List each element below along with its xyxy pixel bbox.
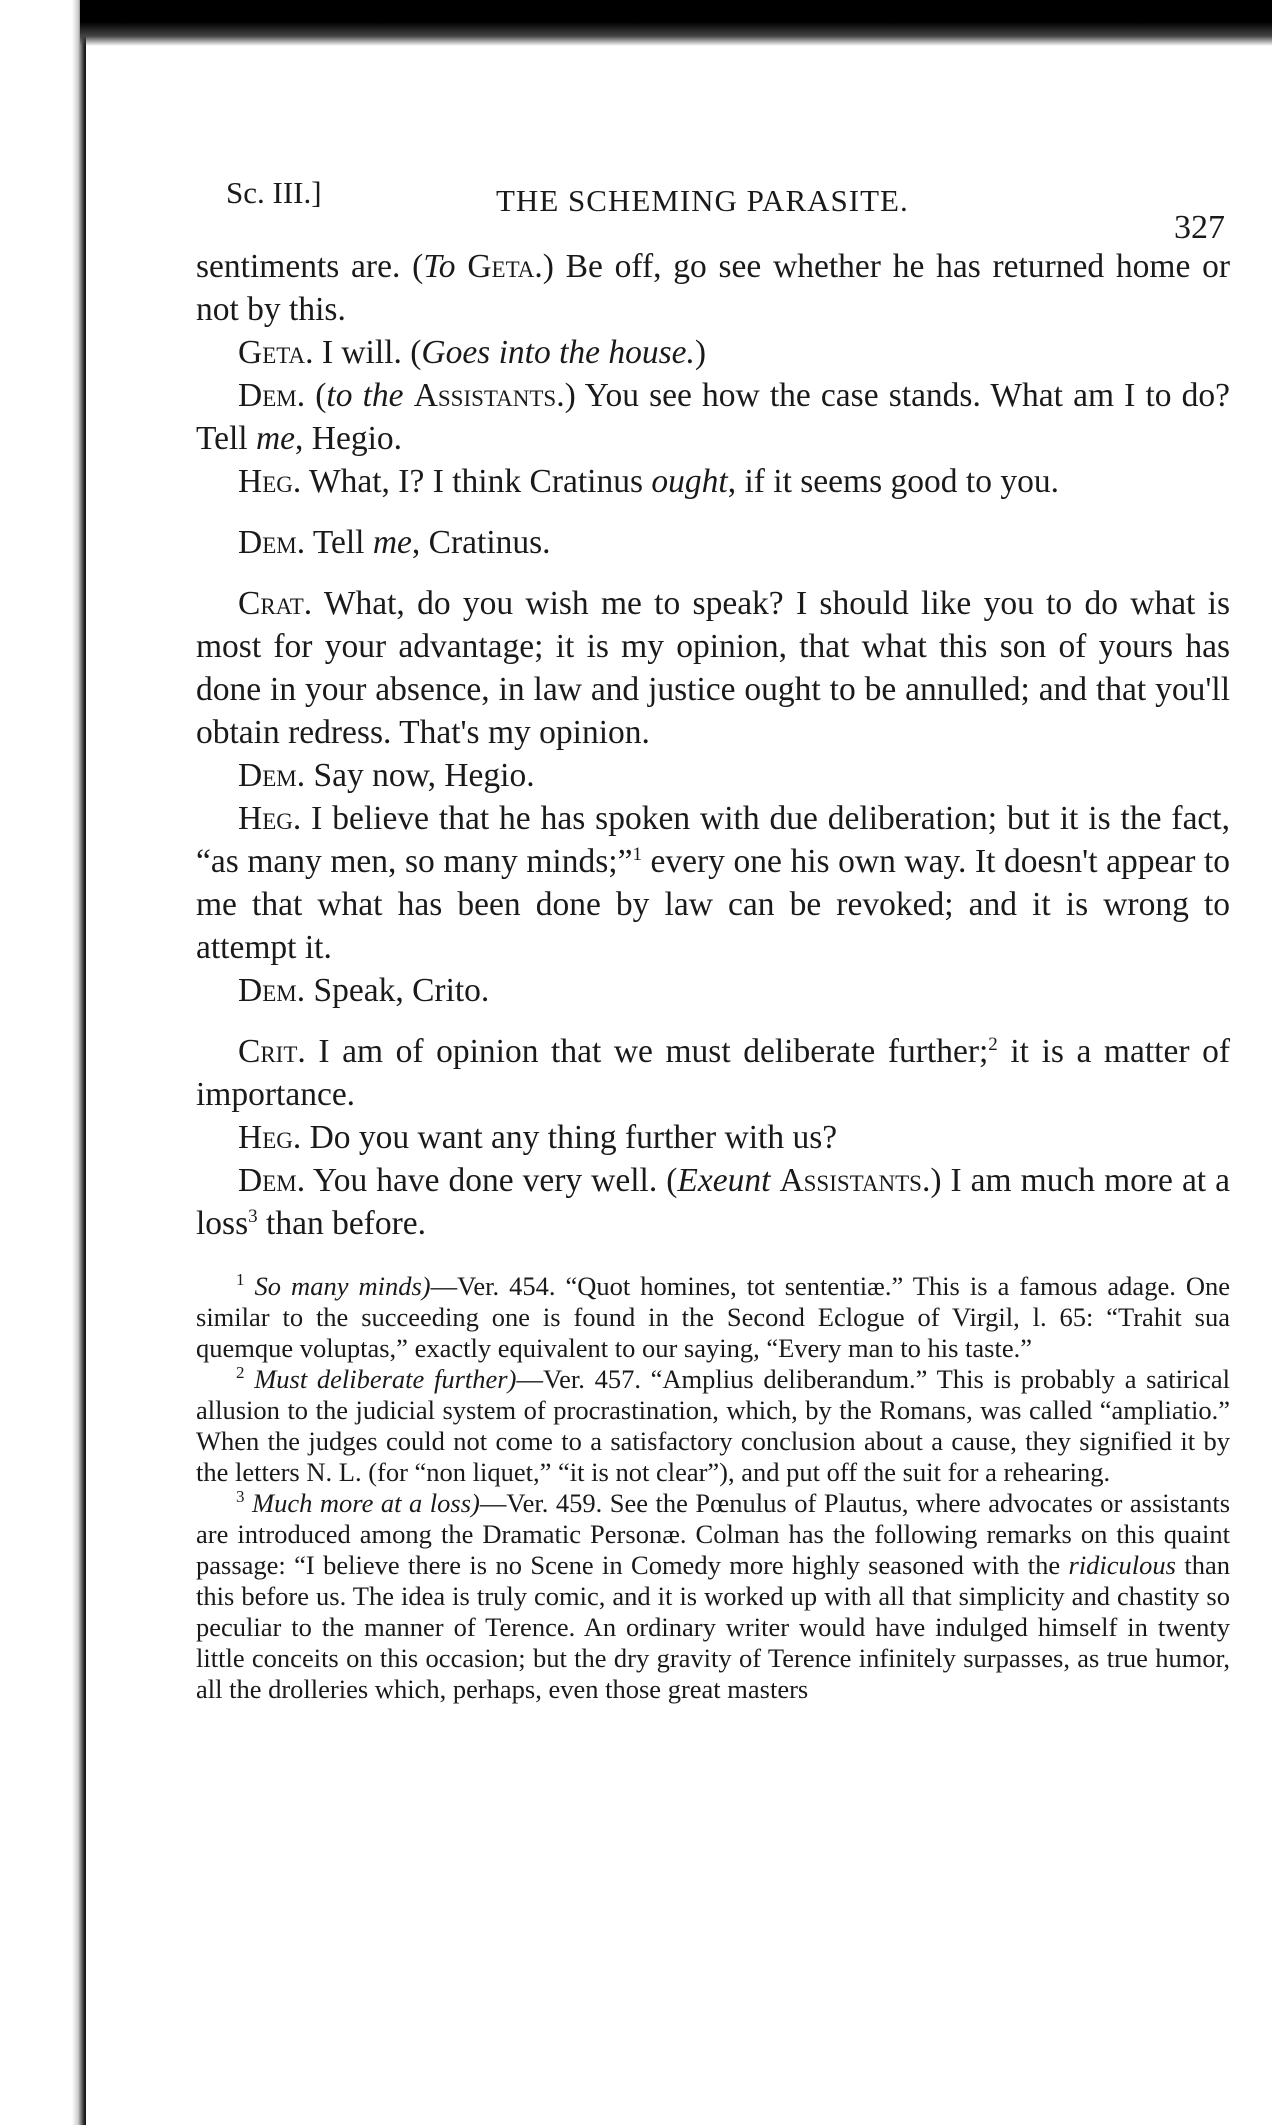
- speaker-name: Geta: [467, 248, 535, 285]
- paragraph: Dem. Say now, Hegio.: [238, 757, 535, 794]
- book-page: [196, 165, 1230, 1705]
- running-title: THE SCHEMING PARASITE.: [496, 183, 909, 218]
- speaker-name: Crit: [238, 1033, 298, 1070]
- paragraph: Geta. I will. (Goes into the house.): [238, 334, 707, 371]
- speaker-name: Dem: [238, 377, 297, 414]
- paragraph: Heg. Do you want any thing further with us?: [238, 1119, 838, 1156]
- paragraph: Heg. I believe that he has spoken with due deliberation; but it is the fact, “as many men, so many minds;”$^1$ every one his own way. It doesn't appear to me that what has been done by law can be revoked; and it is wrong to attempt it.: [196, 800, 1231, 966]
- book-spine: [0, 0, 86, 2125]
- speaker-name: Heg: [238, 463, 293, 500]
- page-number: 327: [1174, 209, 1225, 246]
- footnote: $^1$ So many minds)—Ver. 454. “Quot homines, tot sententiæ.” This is a famous adage. One similar to the succeeding one is found in the Second Eclogue of Virgil, l. 65: “Trahit sua quemque voluptas,” exactly equivalent to our saying, “Every man to his taste.”: [196, 1270, 1230, 1363]
- speaker-name: Geta: [238, 334, 306, 371]
- speaker-name: Heg: [238, 800, 293, 837]
- section-marker: Sc. III.]: [226, 175, 322, 210]
- footnote-mark: 3: [236, 1487, 245, 1507]
- footnote-mark: 2: [236, 1363, 245, 1383]
- footnote-ref: 2: [988, 1033, 998, 1055]
- speaker-name: Dem: [238, 757, 297, 794]
- speaker-name: Dem: [238, 1162, 297, 1199]
- footnote: $^2$ Must deliberate further)—Ver. 457. “Amplius deliberandum.” This is probably a satirical allusion to the judicial system of procrastination, which, by the Romans, was called “ampliatio.” When the judges could not come to a satisfactory conclusion about a cause, they signified it by the letters N. L. (for “non liquet,” “it is not clear”), and put off the suit for a rehearing.: [196, 1363, 1231, 1487]
- speaker-name: Dem: [238, 972, 297, 1009]
- spacer: [196, 564, 1230, 582]
- paragraph: Dem. Speak, Crito.: [238, 972, 490, 1009]
- running-header: [196, 165, 1230, 245]
- footnote-ref: 1: [632, 843, 642, 865]
- paragraph: Dem. (to the Assistants.) You see how the case stands. What am I to do? Tell me, Hegio.: [196, 377, 1231, 457]
- paragraph: Crat. What, do you wish me to speak? I should like you to do what is most for your advantage; it is my opinion, that what this son of yours has done in your absence, in law and justice ought to be annulled; and that you'll obtain redress. That's my opinion.: [196, 585, 1230, 751]
- footnote-lemma: Must deliberate further): [254, 1364, 517, 1394]
- paragraph: Heg. What, I? I think Cratinus ought, if it seems good to you.: [238, 463, 1059, 500]
- speaker-name: Crat: [238, 585, 304, 622]
- footnote-mark: 1: [236, 1270, 245, 1290]
- footnote: $^3$ Much more at a loss)—Ver. 459. See the Pœnulus of Plautus, where advocates or assistants are introduced among the Dramatic Personæ. Colman has the following remarks on this quaint passage: “I believe there is no Scene in Comedy more highly seasoned with the ridiculous than this before us. The idea is truly comic, and it is worked up with all that simplicity and chastity so peculiar to the manner of Terence. An ordinary writer would have indulged himself in twenty little conceits on this occasion; but the dry gravity of Terence infinitely surpasses, as true humor, all the drolleries which, perhaps, even those great masters: [196, 1487, 1231, 1704]
- footnote-lemma: Much more at a loss): [252, 1488, 480, 1518]
- footnote-lemma: So many minds): [254, 1271, 431, 1301]
- spacer: [196, 1012, 1230, 1030]
- spacer: [196, 503, 1230, 521]
- paragraph: Dem. Tell me, Cratinus.: [238, 524, 551, 561]
- main-text: [196, 245, 1230, 1245]
- paragraph: sentiments are. (To Geta.) Be off, go see whether he has returned home or not by this.: [196, 248, 1230, 328]
- paragraph: Crit. I am of opinion that we must deliberate further;$^2$ it is a matter of importance.: [196, 1033, 1230, 1113]
- paragraph: Dem. You have done very well. (Exeunt Assistants.) I am much more at a loss$^3$ than before.: [196, 1162, 1231, 1242]
- scan-edge-shadow: [80, 0, 1272, 46]
- footnotes: [196, 1271, 1230, 1705]
- footnote-ref: 3: [248, 1205, 258, 1227]
- speaker-name: Dem: [238, 524, 297, 561]
- speaker-name: Heg: [238, 1119, 293, 1156]
